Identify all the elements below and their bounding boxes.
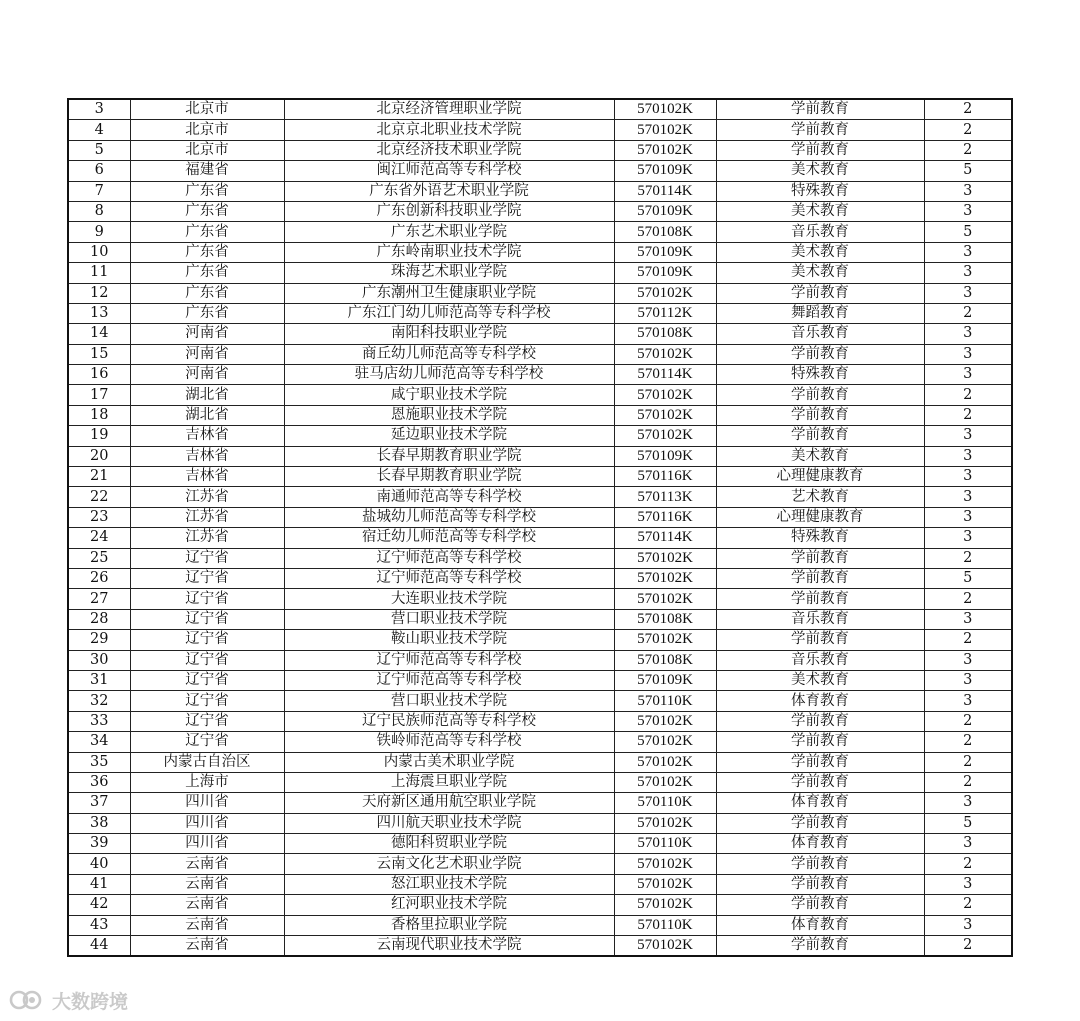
major-code-cell: 570102K [614,344,716,364]
province-cell: 河南省 [130,324,284,344]
row-number-cell: 35 [68,752,130,772]
row-number-cell: 4 [68,120,130,140]
major-code-cell: 570110K [614,691,716,711]
school-name-cell: 北京京北职业技术学院 [284,120,614,140]
major-name-cell: 学前教育 [716,752,924,772]
major-name-cell: 学前教育 [716,99,924,120]
table-row [68,630,1012,650]
years-cell: 2 [924,99,1012,120]
major-name-cell: 学前教育 [716,772,924,792]
major-code-cell: 570102K [614,283,716,303]
school-name-cell: 驻马店幼儿师范高等专科学校 [284,365,614,385]
row-number-cell: 27 [68,589,130,609]
major-name-cell: 舞蹈教育 [716,303,924,323]
major-name-cell: 艺术教育 [716,487,924,507]
major-code-cell: 570102K [614,711,716,731]
major-name-cell: 体育教育 [716,834,924,854]
years-cell: 5 [924,222,1012,242]
table-row [68,201,1012,221]
major-code-cell: 570102K [614,385,716,405]
table-row [68,120,1012,140]
province-cell: 广东省 [130,222,284,242]
row-number-cell: 13 [68,303,130,323]
row-number-cell: 42 [68,895,130,915]
major-code-cell: 570116K [614,507,716,527]
province-cell: 吉林省 [130,446,284,466]
province-cell: 广东省 [130,181,284,201]
province-cell: 福建省 [130,161,284,181]
major-code-cell: 570109K [614,263,716,283]
major-name-cell: 学前教育 [716,874,924,894]
row-number-cell: 6 [68,161,130,181]
major-name-cell: 心理健康教育 [716,467,924,487]
years-cell: 3 [924,201,1012,221]
major-name-cell: 音乐教育 [716,324,924,344]
school-name-cell: 德阳科贸职业学院 [284,834,614,854]
province-cell: 北京市 [130,120,284,140]
years-cell: 2 [924,630,1012,650]
major-name-cell: 音乐教育 [716,222,924,242]
table-row [68,548,1012,568]
school-name-cell: 鞍山职业技术学院 [284,630,614,650]
years-cell: 3 [924,609,1012,629]
school-name-cell: 四川航天职业技术学院 [284,813,614,833]
row-number-cell: 36 [68,772,130,792]
major-name-cell: 学前教育 [716,283,924,303]
row-number-cell: 32 [68,691,130,711]
years-cell: 3 [924,446,1012,466]
major-code-cell: 570102K [614,99,716,120]
years-cell: 3 [924,507,1012,527]
years-cell: 3 [924,467,1012,487]
years-cell: 3 [924,670,1012,690]
row-number-cell: 30 [68,650,130,670]
table-row [68,589,1012,609]
table-row [68,650,1012,670]
major-code-cell: 570102K [614,732,716,752]
major-name-cell: 美术教育 [716,161,924,181]
major-name-cell: 美术教育 [716,242,924,262]
watermark [8,986,128,1014]
years-cell: 3 [924,650,1012,670]
major-name-cell: 学前教育 [716,813,924,833]
major-name-cell: 心理健康教育 [716,507,924,527]
major-code-cell: 570102K [614,426,716,446]
years-cell: 2 [924,854,1012,874]
table-row [68,303,1012,323]
province-cell: 辽宁省 [130,589,284,609]
major-code-cell: 570102K [614,405,716,425]
row-number-cell: 3 [68,99,130,120]
province-cell: 广东省 [130,201,284,221]
major-name-cell: 学前教育 [716,630,924,650]
row-number-cell: 38 [68,813,130,833]
major-name-cell: 美术教育 [716,263,924,283]
province-cell: 北京市 [130,99,284,120]
table-row [68,568,1012,588]
years-cell: 5 [924,813,1012,833]
province-cell: 江苏省 [130,507,284,527]
school-name-cell: 天府新区通用航空职业学院 [284,793,614,813]
major-name-cell: 学前教育 [716,344,924,364]
major-name-cell: 体育教育 [716,915,924,935]
table-row [68,446,1012,466]
major-name-cell: 学前教育 [716,385,924,405]
school-name-cell: 咸宁职业技术学院 [284,385,614,405]
school-name-cell: 南通师范高等专科学校 [284,487,614,507]
table-row [68,385,1012,405]
major-code-cell: 570109K [614,242,716,262]
table-row [68,915,1012,935]
major-code-cell: 570102K [614,589,716,609]
major-code-cell: 570108K [614,222,716,242]
school-name-cell: 北京经济技术职业学院 [284,140,614,160]
years-cell: 3 [924,834,1012,854]
province-cell: 辽宁省 [130,548,284,568]
years-cell: 2 [924,589,1012,609]
row-number-cell: 17 [68,385,130,405]
major-name-cell: 学前教育 [716,140,924,160]
table-row [68,732,1012,752]
school-name-cell: 广东江门幼儿师范高等专科学校 [284,303,614,323]
row-number-cell: 34 [68,732,130,752]
school-name-cell: 辽宁师范高等专科学校 [284,568,614,588]
school-name-cell: 营口职业技术学院 [284,691,614,711]
province-cell: 广东省 [130,283,284,303]
school-name-cell: 香格里拉职业学院 [284,915,614,935]
school-name-cell: 红河职业技术学院 [284,895,614,915]
school-name-cell: 闽江师范高等专科学校 [284,161,614,181]
years-cell: 2 [924,895,1012,915]
province-cell: 湖北省 [130,385,284,405]
row-number-cell: 31 [68,670,130,690]
years-cell: 3 [924,344,1012,364]
major-name-cell: 美术教育 [716,201,924,221]
major-name-cell: 学前教育 [716,589,924,609]
row-number-cell: 20 [68,446,130,466]
row-number-cell: 25 [68,548,130,568]
province-cell: 北京市 [130,140,284,160]
years-cell: 3 [924,528,1012,548]
school-name-cell: 营口职业技术学院 [284,609,614,629]
major-name-cell: 体育教育 [716,793,924,813]
school-name-cell: 广东潮州卫生健康职业学院 [284,283,614,303]
row-number-cell: 39 [68,834,130,854]
table-row [68,936,1012,957]
major-code-cell: 570114K [614,181,716,201]
school-name-cell: 辽宁师范高等专科学校 [284,548,614,568]
school-name-cell: 长春早期教育职业学院 [284,467,614,487]
province-cell: 辽宁省 [130,691,284,711]
major-code-cell: 570102K [614,772,716,792]
years-cell: 2 [924,385,1012,405]
province-cell: 辽宁省 [130,732,284,752]
years-cell: 2 [924,120,1012,140]
province-cell: 云南省 [130,874,284,894]
school-name-cell: 辽宁师范高等专科学校 [284,650,614,670]
major-name-cell: 学前教育 [716,405,924,425]
table-row [68,528,1012,548]
row-number-cell: 5 [68,140,130,160]
major-name-cell: 特殊教育 [716,181,924,201]
years-cell: 3 [924,283,1012,303]
province-cell: 辽宁省 [130,650,284,670]
table-row [68,99,1012,120]
row-number-cell: 7 [68,181,130,201]
table-row [68,365,1012,385]
years-cell: 2 [924,772,1012,792]
province-cell: 吉林省 [130,467,284,487]
table-row [68,609,1012,629]
major-name-cell: 音乐教育 [716,609,924,629]
table-row [68,874,1012,894]
major-name-cell: 音乐教育 [716,650,924,670]
years-cell: 2 [924,303,1012,323]
row-number-cell: 19 [68,426,130,446]
province-cell: 内蒙古自治区 [130,752,284,772]
years-cell: 2 [924,548,1012,568]
years-cell: 3 [924,874,1012,894]
row-number-cell: 21 [68,467,130,487]
province-cell: 广东省 [130,242,284,262]
province-cell: 辽宁省 [130,670,284,690]
major-code-cell: 570110K [614,834,716,854]
province-cell: 云南省 [130,915,284,935]
table-row [68,772,1012,792]
school-name-cell: 云南文化艺术职业学院 [284,854,614,874]
schools-table [67,98,1013,957]
major-name-cell: 特殊教育 [716,365,924,385]
province-cell: 云南省 [130,895,284,915]
years-cell: 3 [924,426,1012,446]
major-name-cell: 特殊教育 [716,528,924,548]
years-cell: 3 [924,691,1012,711]
row-number-cell: 41 [68,874,130,894]
years-cell: 3 [924,793,1012,813]
major-name-cell: 学前教育 [716,732,924,752]
years-cell: 3 [924,263,1012,283]
school-name-cell: 珠海艺术职业学院 [284,263,614,283]
province-cell: 辽宁省 [130,630,284,650]
school-name-cell: 铁岭师范高等专科学校 [284,732,614,752]
row-number-cell: 12 [68,283,130,303]
province-cell: 云南省 [130,936,284,957]
province-cell: 四川省 [130,813,284,833]
row-number-cell: 16 [68,365,130,385]
table-row [68,140,1012,160]
major-code-cell: 570112K [614,303,716,323]
province-cell: 广东省 [130,303,284,323]
row-number-cell: 24 [68,528,130,548]
province-cell: 云南省 [130,854,284,874]
school-name-cell: 广东省外语艺术职业学院 [284,181,614,201]
years-cell: 3 [924,242,1012,262]
row-number-cell: 44 [68,936,130,957]
major-code-cell: 570113K [614,487,716,507]
major-code-cell: 570102K [614,854,716,874]
school-name-cell: 商丘幼儿师范高等专科学校 [284,344,614,364]
major-code-cell: 570108K [614,609,716,629]
province-cell: 四川省 [130,793,284,813]
row-number-cell: 15 [68,344,130,364]
major-code-cell: 570116K [614,467,716,487]
school-name-cell: 盐城幼儿师范高等专科学校 [284,507,614,527]
school-name-cell: 延边职业技术学院 [284,426,614,446]
major-name-cell: 美术教育 [716,670,924,690]
years-cell: 2 [924,405,1012,425]
major-code-cell: 570102K [614,813,716,833]
table-row [68,711,1012,731]
years-cell: 5 [924,568,1012,588]
school-name-cell: 怒江职业技术学院 [284,874,614,894]
row-number-cell: 28 [68,609,130,629]
row-number-cell: 9 [68,222,130,242]
table-row [68,813,1012,833]
years-cell: 3 [924,915,1012,935]
school-name-cell: 长春早期教育职业学院 [284,446,614,466]
major-code-cell: 570109K [614,670,716,690]
school-name-cell: 广东岭南职业技术学院 [284,242,614,262]
province-cell: 辽宁省 [130,711,284,731]
table-row [68,854,1012,874]
row-number-cell: 11 [68,263,130,283]
major-name-cell: 学前教育 [716,936,924,957]
major-name-cell: 美术教育 [716,446,924,466]
province-cell: 河南省 [130,365,284,385]
province-cell: 江苏省 [130,487,284,507]
major-code-cell: 570102K [614,630,716,650]
years-cell: 5 [924,161,1012,181]
table-row [68,467,1012,487]
table-row [68,242,1012,262]
school-name-cell: 广东艺术职业学院 [284,222,614,242]
province-cell: 河南省 [130,344,284,364]
table-row [68,283,1012,303]
row-number-cell: 26 [68,568,130,588]
major-code-cell: 570102K [614,568,716,588]
province-cell: 四川省 [130,834,284,854]
major-code-cell: 570108K [614,650,716,670]
school-name-cell: 北京经济管理职业学院 [284,99,614,120]
major-name-cell: 学前教育 [716,548,924,568]
table-row [68,263,1012,283]
table-row [68,426,1012,446]
major-code-cell: 570114K [614,528,716,548]
row-number-cell: 40 [68,854,130,874]
row-number-cell: 18 [68,405,130,425]
watermark-text: 大数跨境 [52,990,129,1013]
table-row [68,181,1012,201]
years-cell: 2 [924,711,1012,731]
table-row [68,834,1012,854]
table-row [68,670,1012,690]
major-code-cell: 570102K [614,936,716,957]
major-code-cell: 570109K [614,446,716,466]
major-name-cell: 学前教育 [716,120,924,140]
row-number-cell: 37 [68,793,130,813]
table-row [68,161,1012,181]
table-row [68,344,1012,364]
province-cell: 辽宁省 [130,609,284,629]
province-cell: 辽宁省 [130,568,284,588]
row-number-cell: 8 [68,201,130,221]
row-number-cell: 33 [68,711,130,731]
major-code-cell: 570102K [614,874,716,894]
years-cell: 3 [924,365,1012,385]
province-cell: 吉林省 [130,426,284,446]
row-number-cell: 22 [68,487,130,507]
major-name-cell: 体育教育 [716,691,924,711]
major-code-cell: 570102K [614,120,716,140]
row-number-cell: 23 [68,507,130,527]
years-cell: 2 [924,732,1012,752]
school-name-cell: 上海震旦职业学院 [284,772,614,792]
major-code-cell: 570108K [614,324,716,344]
years-cell: 3 [924,324,1012,344]
table-row [68,487,1012,507]
major-code-cell: 570109K [614,161,716,181]
major-code-cell: 570102K [614,895,716,915]
school-name-cell: 宿迁幼儿师范高等专科学校 [284,528,614,548]
table-row [68,691,1012,711]
years-cell: 2 [924,140,1012,160]
row-number-cell: 10 [68,242,130,262]
major-code-cell: 570110K [614,793,716,813]
row-number-cell: 43 [68,915,130,935]
province-cell: 上海市 [130,772,284,792]
major-code-cell: 570110K [614,915,716,935]
row-number-cell: 14 [68,324,130,344]
years-cell: 2 [924,936,1012,957]
major-name-cell: 学前教育 [716,426,924,446]
table-row [68,752,1012,772]
major-code-cell: 570102K [614,140,716,160]
major-code-cell: 570102K [614,752,716,772]
major-code-cell: 570109K [614,201,716,221]
school-name-cell: 广东创新科技职业学院 [284,201,614,221]
province-cell: 广东省 [130,263,284,283]
table-body [68,99,1012,956]
school-name-cell: 内蒙古美术职业学院 [284,752,614,772]
school-name-cell: 云南现代职业技术学院 [284,936,614,957]
double-circle-logo-icon [8,988,48,1012]
school-name-cell: 辽宁师范高等专科学校 [284,670,614,690]
province-cell: 江苏省 [130,528,284,548]
province-cell: 湖北省 [130,405,284,425]
table-row [68,895,1012,915]
years-cell: 3 [924,181,1012,201]
school-name-cell: 大连职业技术学院 [284,589,614,609]
table-row [68,222,1012,242]
row-number-cell: 29 [68,630,130,650]
years-cell: 3 [924,487,1012,507]
table-row [68,324,1012,344]
major-name-cell: 学前教育 [716,711,924,731]
major-code-cell: 570114K [614,365,716,385]
school-name-cell: 恩施职业技术学院 [284,405,614,425]
school-name-cell: 辽宁民族师范高等专科学校 [284,711,614,731]
years-cell: 2 [924,752,1012,772]
school-name-cell: 南阳科技职业学院 [284,324,614,344]
table-row [68,405,1012,425]
major-name-cell: 学前教育 [716,895,924,915]
table-row [68,793,1012,813]
major-code-cell: 570102K [614,548,716,568]
major-name-cell: 学前教育 [716,568,924,588]
table-row [68,507,1012,527]
major-name-cell: 学前教育 [716,854,924,874]
